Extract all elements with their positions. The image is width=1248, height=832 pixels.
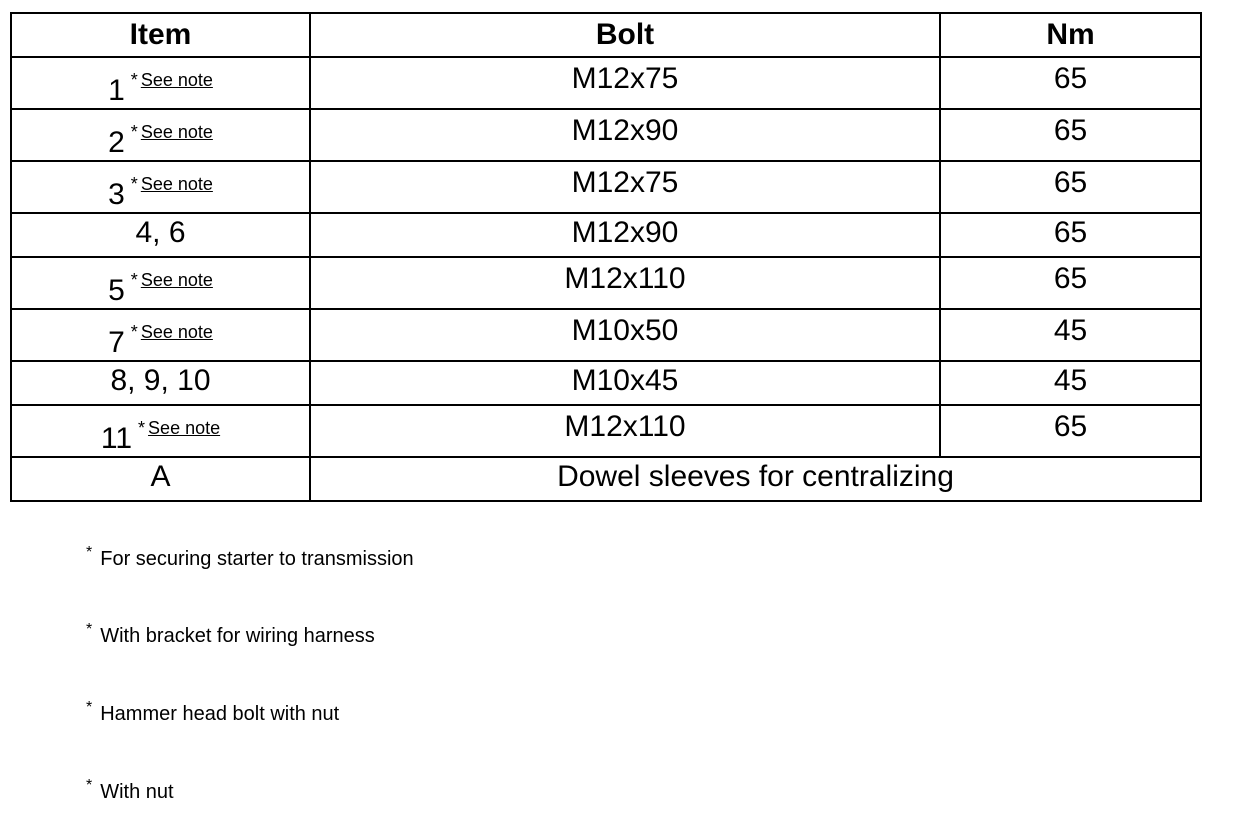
table-row-dowel (11, 457, 1201, 501)
note-asterisk: * (130, 322, 138, 342)
bolt-size: M12x75 (571, 62, 679, 95)
table-row (11, 405, 1201, 457)
item-cell (11, 405, 310, 457)
item-cell (11, 457, 310, 501)
torque-value: 65 (1053, 410, 1088, 443)
bolt-size: M12x110 (564, 410, 686, 443)
item-number: 1 (108, 74, 125, 107)
see-note-link[interactable]: See note (140, 174, 213, 194)
item-number: 7 (108, 326, 125, 359)
note-asterisk: * (86, 544, 93, 561)
item-number: 4, 6 (135, 216, 186, 249)
note-asterisk: * (138, 418, 146, 438)
note-text: For securing starter to transmission (100, 548, 414, 570)
note-asterisk: * (130, 270, 138, 290)
bolt-cell (310, 161, 940, 213)
note-text: With nut (100, 781, 174, 803)
torque-value: 65 (1053, 62, 1088, 95)
table-row (11, 161, 1201, 213)
see-note-link[interactable]: See note (140, 122, 213, 142)
see-note-link[interactable]: See note (148, 418, 221, 438)
note-asterisk: * (86, 699, 93, 716)
see-note-link[interactable]: See note (140, 70, 213, 90)
see-note-link[interactable]: See note (140, 270, 213, 290)
note-item (86, 544, 414, 571)
item-cell (11, 361, 310, 405)
torque-value: 65 (1053, 216, 1088, 249)
table-row (11, 57, 1201, 109)
table-row (11, 213, 1201, 257)
bolt-cell (310, 109, 940, 161)
torque-cell (940, 161, 1201, 213)
bolt-size: M10x50 (571, 314, 679, 347)
description-cell (310, 457, 1201, 501)
note-item (86, 699, 340, 726)
note-text: Hammer head bolt with nut (100, 703, 340, 725)
torque-spec-table (10, 12, 1202, 502)
bolt-cell (310, 257, 940, 309)
item-letter: A (150, 460, 171, 493)
item-cell (11, 309, 310, 361)
bolt-size: M10x45 (571, 364, 679, 397)
torque-cell (940, 257, 1201, 309)
note-asterisk: * (130, 174, 138, 194)
bolt-size: M12x90 (571, 114, 679, 147)
torque-cell (940, 361, 1201, 405)
bolt-cell (310, 57, 940, 109)
note-asterisk: * (130, 122, 138, 142)
item-cell (11, 213, 310, 257)
item-number: 3 (108, 178, 125, 211)
item-number: 8, 9, 10 (110, 364, 211, 397)
see-note-link[interactable]: See note (140, 322, 213, 342)
bolt-cell (310, 405, 940, 457)
note-asterisk: * (86, 621, 93, 638)
torque-value: 65 (1053, 114, 1088, 147)
item-cell (11, 161, 310, 213)
torque-cell (940, 213, 1201, 257)
bolt-cell (310, 309, 940, 361)
note-asterisk: * (86, 777, 93, 794)
torque-cell (940, 309, 1201, 361)
note-text: With bracket for wiring harness (100, 625, 375, 647)
torque-value: 65 (1053, 166, 1088, 199)
bolt-size: M12x75 (571, 166, 679, 199)
torque-value: 45 (1053, 364, 1088, 397)
table-row (11, 109, 1201, 161)
item-number: 2 (108, 126, 125, 159)
item-cell (11, 257, 310, 309)
torque-cell (940, 109, 1201, 161)
note-item (86, 777, 174, 804)
item-number: 11 (100, 422, 133, 455)
dowel-description: Dowel sleeves for centralizing (557, 460, 954, 493)
table-row (11, 257, 1201, 309)
header-nm: Nm (940, 13, 1201, 57)
bolt-size: M12x110 (564, 262, 686, 295)
note-item (86, 621, 375, 648)
table-row (11, 309, 1201, 361)
item-number: 5 (108, 274, 125, 307)
torque-value: 65 (1053, 262, 1088, 295)
bolt-cell (310, 361, 940, 405)
torque-cell (940, 405, 1201, 457)
torque-cell (940, 57, 1201, 109)
note-asterisk: * (130, 70, 138, 90)
bolt-size: M12x90 (571, 216, 679, 249)
bolt-cell (310, 213, 940, 257)
torque-value: 45 (1053, 314, 1088, 347)
item-cell (11, 109, 310, 161)
table-header-row (11, 13, 1201, 57)
header-item: Item (11, 13, 310, 57)
table-row (11, 361, 1201, 405)
item-cell (11, 57, 310, 109)
header-bolt: Bolt (310, 13, 940, 57)
